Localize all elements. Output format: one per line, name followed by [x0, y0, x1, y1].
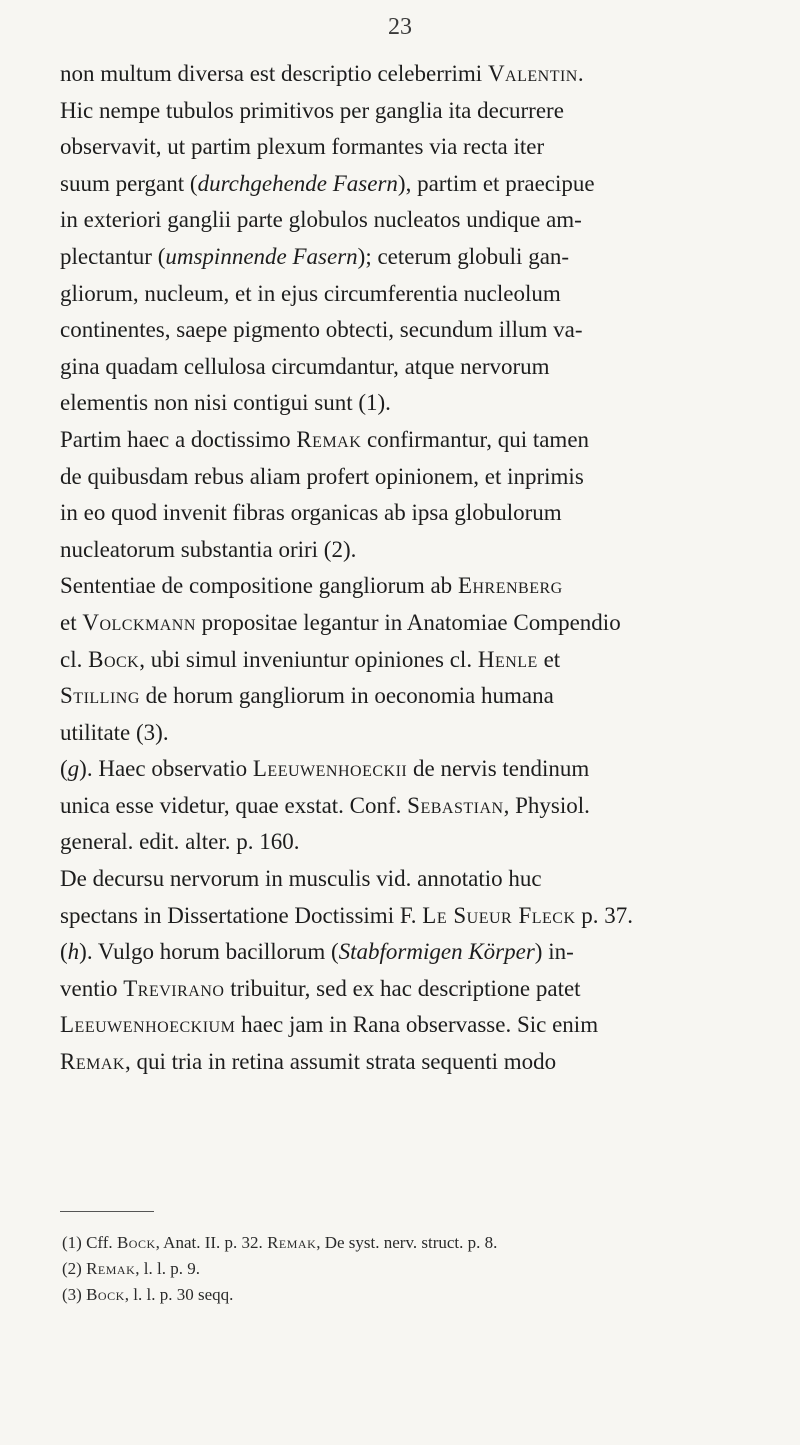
text-run: continentes, saepe pigmento obtecti, secundum illum va-	[60, 317, 583, 343]
text-line	[60, 1007, 740, 1044]
text-run: observavit, ut partim plexum formantes via recta iter	[60, 134, 545, 160]
text-run: spectans in Dissertatione Doctissimi F.	[60, 902, 423, 928]
footnotes	[62, 1230, 742, 1308]
text-run: tribuitur, sed ex hac descriptione patet	[224, 975, 581, 1001]
text-run: ); ceterum globuli gan-	[357, 243, 570, 269]
text-line	[60, 93, 740, 130]
text-run: general. edit. alter. p. 160.	[60, 829, 300, 855]
text-run: ). Haec observatio	[79, 756, 253, 782]
text-line	[60, 861, 740, 898]
text-run: De decursu nervorum in musculis vid. annotatio huc	[60, 866, 542, 892]
text-line	[60, 678, 740, 715]
text-line	[60, 788, 740, 825]
text-run: in exteriori ganglii parte globulos nucleatos undique am-	[60, 207, 582, 233]
text-line	[60, 1044, 740, 1081]
text-line	[60, 385, 740, 422]
text-run: p. 37.	[575, 902, 634, 928]
text-run: elementis non nisi contigui sunt (1).	[60, 390, 391, 416]
italic-term: umspinnende Fasern	[165, 243, 358, 269]
text-run: suum pergant (	[60, 170, 198, 196]
text-run: cl.	[60, 646, 89, 672]
text-line	[60, 166, 740, 203]
author-name: Stilling	[60, 683, 140, 709]
text-line	[60, 459, 740, 496]
text-run: plectantur (	[60, 243, 166, 269]
text-line	[60, 934, 740, 971]
text-run: gliorum, nucleum, et in ejus circumferentia nucleolum	[60, 280, 561, 306]
text-run: de nervis tendinum	[407, 756, 590, 782]
text-line	[60, 349, 740, 386]
text-run: nucleatorum substantia oriri (2).	[60, 536, 357, 562]
italic-term: durchgehende Fasern	[197, 170, 398, 196]
text-line	[60, 495, 740, 532]
text-line	[60, 971, 740, 1008]
text-run: de quibusdam rebus aliam profert opinionem, et inprimis	[60, 463, 584, 489]
author-name: Le Sueur Fleck	[422, 902, 576, 928]
text-run: (	[60, 939, 68, 965]
footnote	[62, 1282, 742, 1308]
text-run: Partim haec a doctissimo	[60, 426, 297, 452]
text-line	[60, 312, 740, 349]
text-line	[60, 202, 740, 239]
text-line	[60, 568, 740, 605]
text-line	[60, 422, 740, 459]
body-text	[60, 56, 740, 1081]
author-name: Volckmann	[82, 609, 196, 635]
text-run: (1) Cff.	[62, 1233, 117, 1252]
page-number: 23	[388, 14, 412, 40]
text-line	[60, 239, 740, 276]
text-run: , ubi simul inveniuntur opiniones cl.	[139, 646, 478, 672]
text-run: , l. l. p. 30 seqq.	[124, 1285, 234, 1304]
text-line	[60, 715, 740, 752]
italic-term: Stabformigen Körper	[338, 939, 535, 965]
text-run: ). Vulgo horum bacillorum (	[79, 939, 339, 965]
footnote	[62, 1230, 742, 1256]
text-run: in eo quod invenit fibras organicas ab ipsa globulorum	[60, 500, 562, 526]
text-run: unica esse videtur, quae exstat. Conf.	[60, 792, 408, 818]
author-name: Remak	[86, 1259, 136, 1278]
author-name: Bock	[116, 1233, 156, 1252]
author-name: Sebastian	[407, 792, 504, 818]
italic-term: g	[67, 756, 80, 782]
text-run: ventio	[60, 975, 124, 1001]
italic-term: h	[67, 939, 80, 965]
text-run: (3)	[62, 1285, 87, 1304]
footnote-rule	[60, 1211, 154, 1212]
author-name: Treviranо	[123, 975, 225, 1001]
author-name: Bock	[86, 1285, 125, 1304]
text-line	[60, 129, 740, 166]
text-line	[60, 751, 740, 788]
footnote	[62, 1256, 742, 1282]
text-run: , Anat. II. p. 32.	[155, 1233, 268, 1252]
text-line	[60, 605, 740, 642]
text-line	[60, 532, 740, 569]
author-name: Leeuwenhoeckii	[252, 756, 408, 782]
author-name: Henle	[477, 646, 538, 672]
text-line	[60, 642, 740, 679]
author-name: Ehrenberg	[457, 573, 563, 599]
text-run: , l. l. p. 9.	[135, 1259, 200, 1278]
text-line	[60, 824, 740, 861]
author-name: Valentin.	[487, 61, 585, 86]
author-name: Remak	[296, 426, 362, 452]
text-run: haec jam in Rana observasse. Sic enim	[235, 1012, 599, 1038]
text-run: de horum gangliorum in oeconomia humana	[139, 683, 554, 709]
text-run: , Physiol.	[503, 792, 590, 818]
text-run: Hic nempe tubulos primitivos per ganglia ita decurrere	[60, 97, 564, 123]
text-line	[60, 56, 740, 93]
text-run: utilitate (3).	[60, 719, 169, 745]
text-run: (2)	[62, 1259, 87, 1278]
text-run: propositae legantur in Anatomiae Compendio	[195, 609, 621, 635]
text-run: gina quadam cellulosa circumdantur, atque nervorum	[60, 353, 550, 379]
text-run: (	[60, 756, 68, 782]
text-run: non multum diversa est descriptio celeberrimi	[60, 61, 488, 86]
text-run: Sententiae de compositione gangliorum ab	[60, 573, 458, 599]
author-name: Bock	[88, 646, 140, 672]
text-run: , De syst. nerv. struct. p. 8.	[316, 1233, 498, 1252]
text-run: ), partim et praecipue	[397, 170, 595, 196]
text-line	[60, 898, 740, 935]
text-line	[60, 276, 740, 313]
author-name: Remak	[267, 1233, 317, 1252]
text-run: , qui tria in retina assumit strata sequenti modo	[124, 1049, 557, 1075]
text-run: ) in-	[534, 939, 574, 965]
author-name: Leeuwenhoeckium	[60, 1012, 236, 1038]
text-run: confirmantur, qui tamen	[361, 426, 590, 452]
text-run: et	[537, 646, 561, 672]
author-name: Remak	[60, 1049, 125, 1075]
text-run: et	[60, 609, 83, 635]
